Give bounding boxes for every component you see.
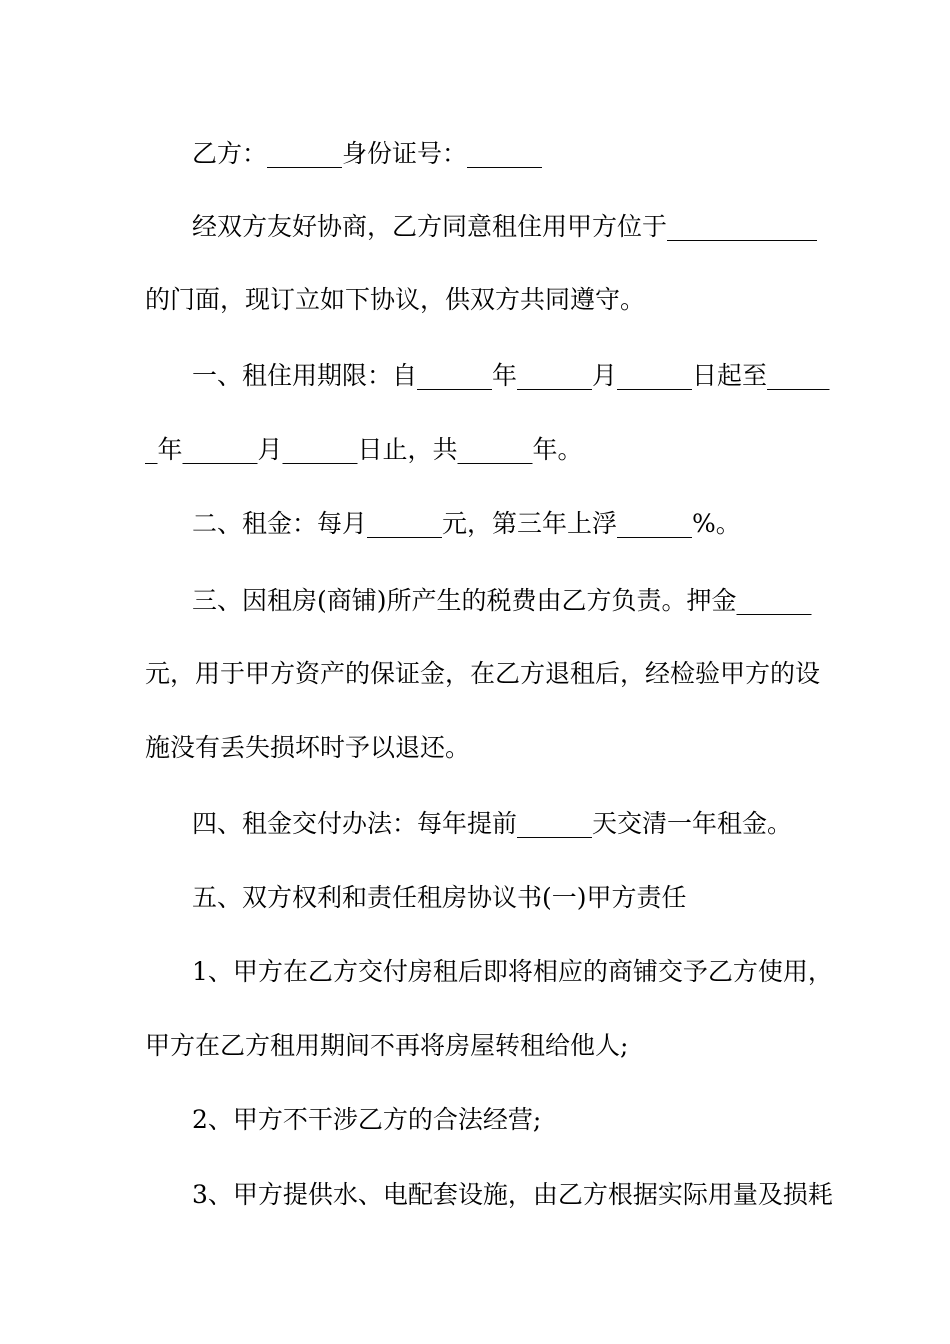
clause-3-line-1: 三、因租房(商铺)所产生的税费由乙方负责。押金______ [192, 586, 812, 615]
agreement-intro-line-1: 经双方友好协商，乙方同意租住用甲方位于____________ [192, 212, 818, 241]
agreement-intro-line-2: 的门面，现订立如下协议，供双方共同遵守。 [145, 285, 646, 314]
clause-5-heading: 五、双方权利和责任租房协议书(一)甲方责任 [192, 883, 687, 912]
clause-1-line-2: _年______月______日止，共______年。 [145, 435, 583, 464]
clause-4-line: 四、租金交付办法：每年提前______天交清一年租金。 [192, 809, 793, 838]
party-b-line: 乙方：______身份证号：______ [192, 139, 543, 168]
item-3-line: 3、甲方提供水、电配套设施，由乙方根据实际用量及损耗 [192, 1180, 833, 1209]
clause-1-line-1: 一、租住用期限：自______年______月______日起至_____ [192, 361, 830, 390]
item-1-line-1: 1、甲方在乙方交付房租后即将相应的商铺交予乙方使用， [192, 957, 833, 986]
item-2-line: 2、甲方不干涉乙方的合法经营; [192, 1105, 542, 1134]
clause-3-line-3: 施没有丢失损坏时予以退还。 [145, 733, 471, 762]
clause-3-line-2: 元，用于甲方资产的保证金，在乙方退租后，经检验甲方的设 [145, 659, 821, 688]
item-1-line-2: 甲方在乙方租用期间不再将房屋转租给他人; [145, 1031, 629, 1060]
clause-2-line: 二、租金：每月______元，第三年上浮______%。 [192, 509, 741, 538]
